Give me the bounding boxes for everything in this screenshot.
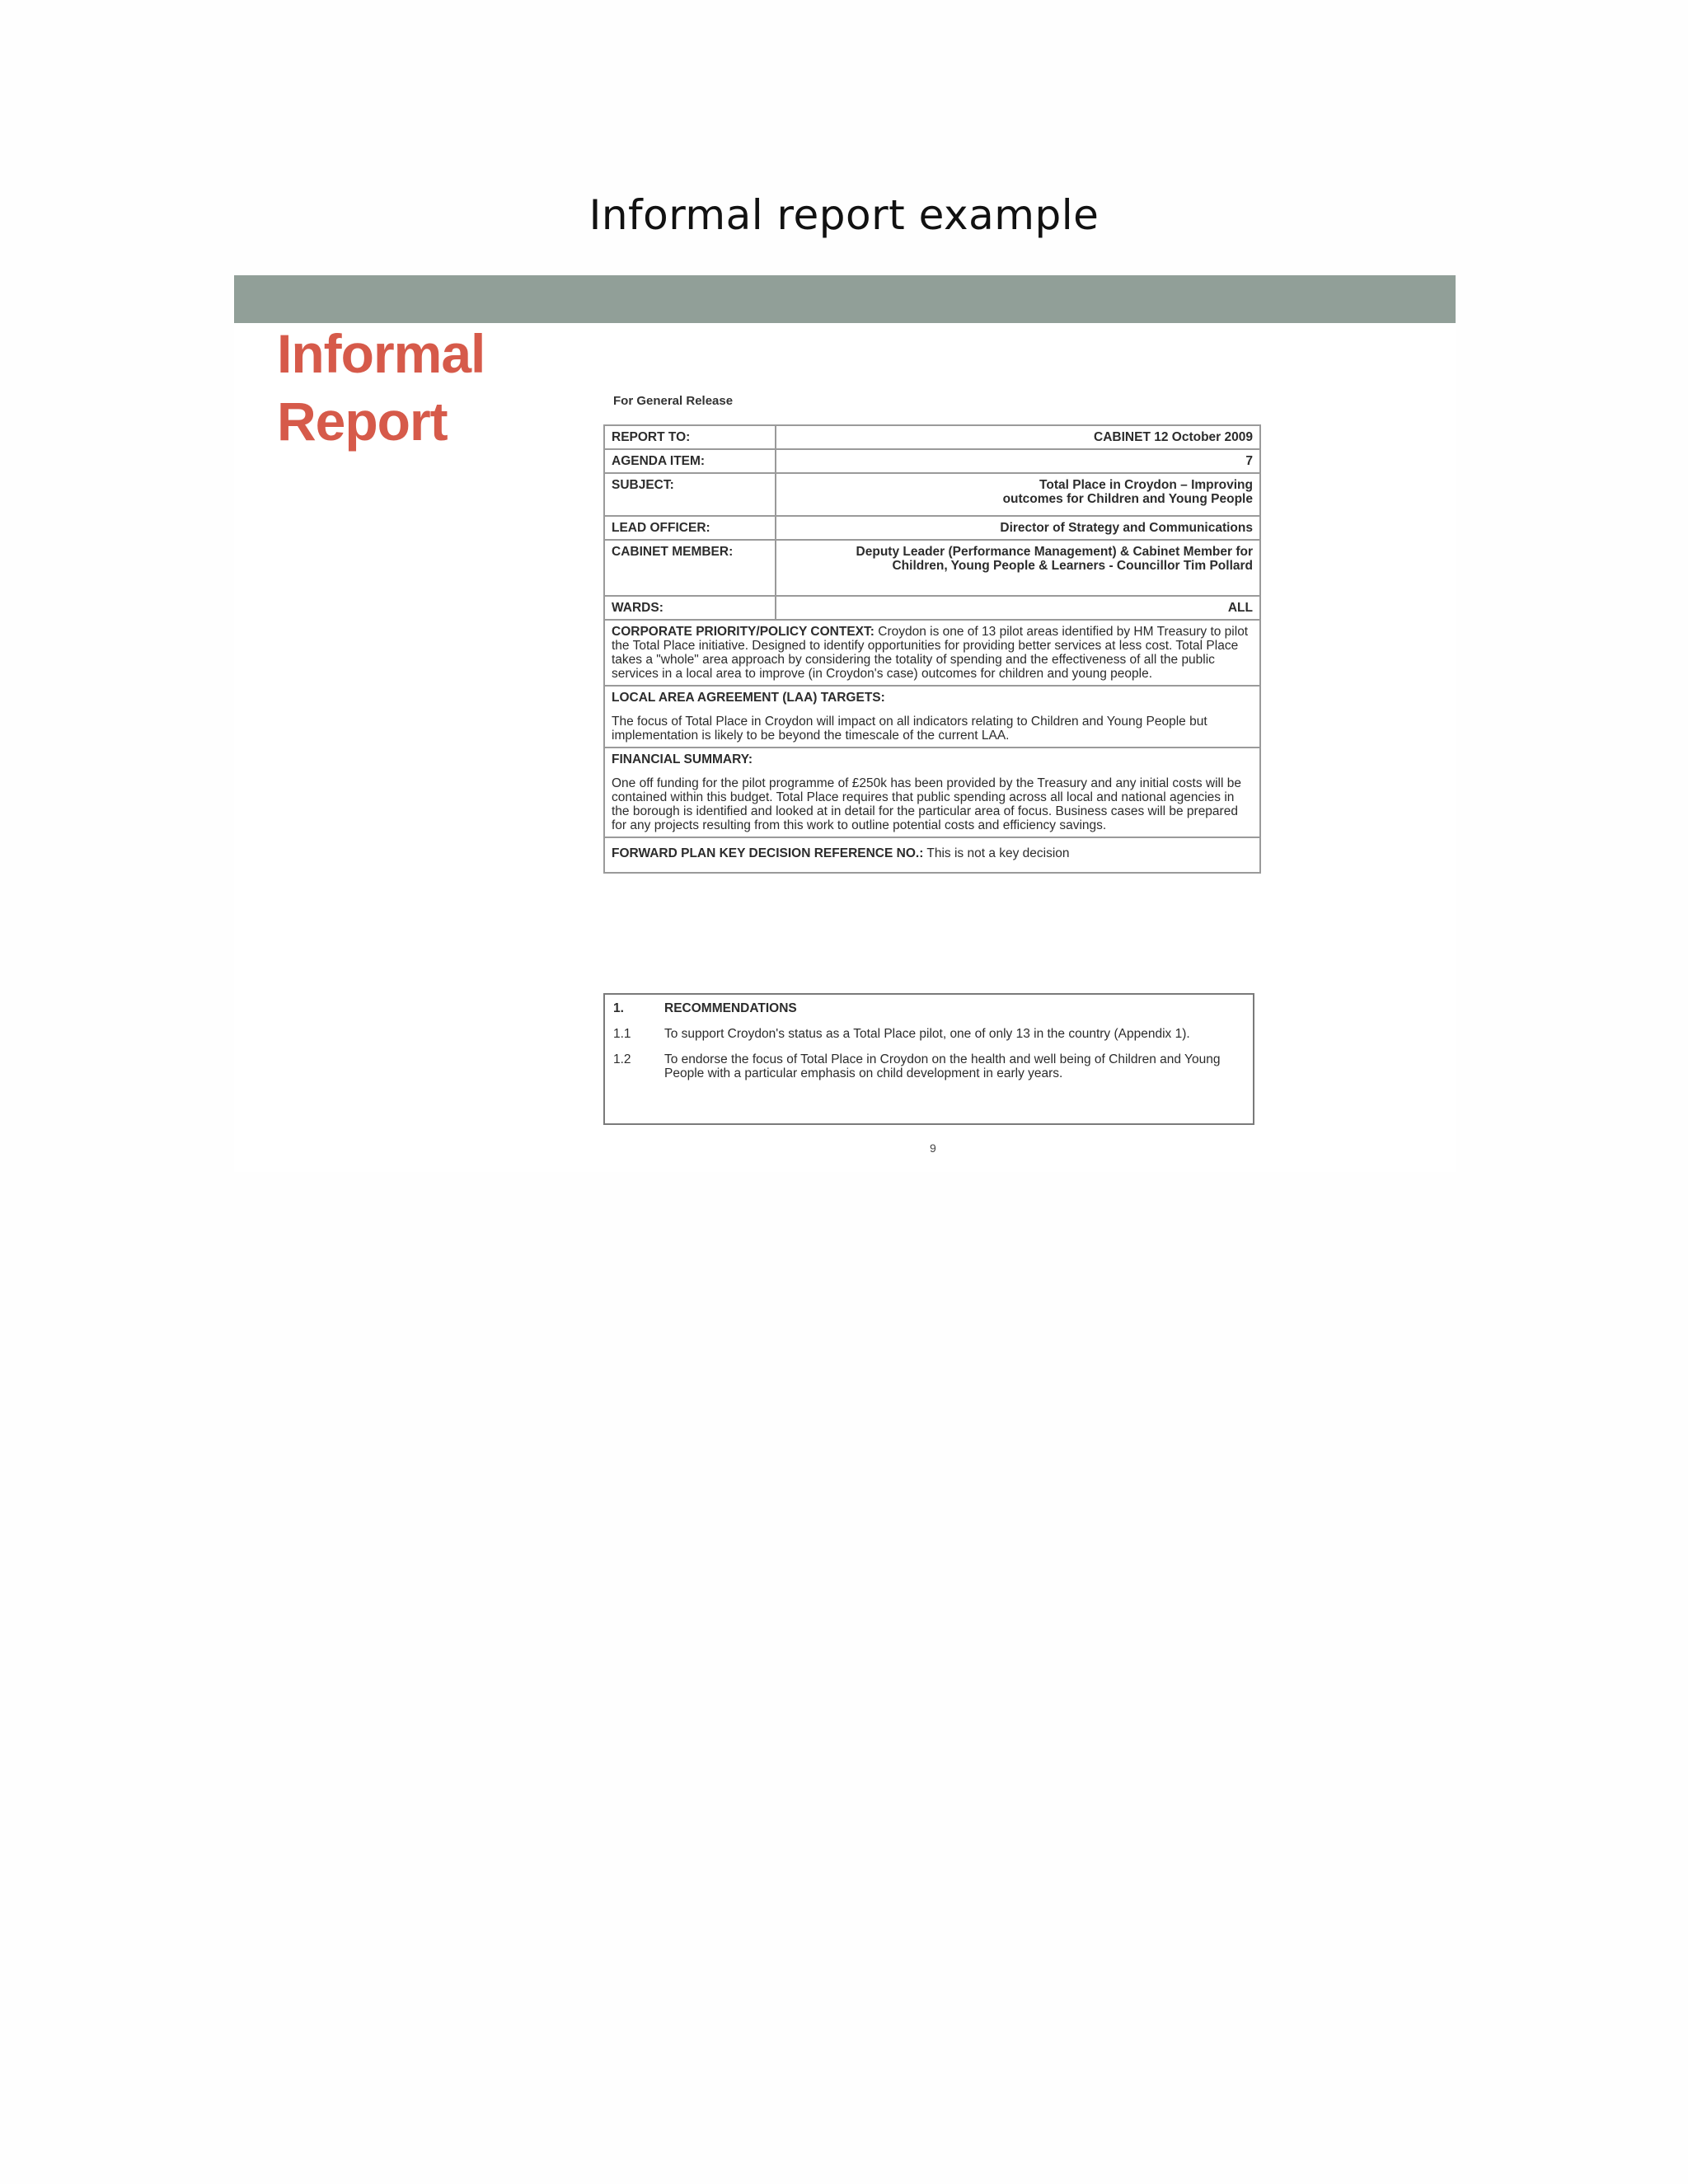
laa-text: The focus of Total Place in Croydon will impact on all indicators relating to Children and Young People but implementation is likely to be beyond the timescale of the current LAA. [612,715,1207,743]
table-row [604,837,1260,873]
meta-value: CABINET 12 October 2009 [776,425,1260,449]
slide-title-line2: Report [277,391,448,452]
recommendations-title: RECOMMENDATIONS [664,1001,797,1015]
forward-plan-cell [604,837,1260,873]
corporate-context-cell [604,620,1260,686]
laa-cell [604,686,1260,748]
release-label: For General Release [613,394,734,408]
table-row [604,425,1260,449]
slide-title [277,320,485,455]
table-row [604,540,1260,596]
meta-value: 7 [776,449,1260,473]
recommendations-header [613,1001,1245,1015]
table-row [604,596,1260,620]
page-heading: Informal report example [588,191,1100,239]
financial-label: FINANCIAL SUMMARY: [612,752,753,766]
table-row [604,473,1260,516]
corporate-context-text: Croydon is one of 13 pilot areas identified by HM Treasury to pilot the Total Place initiative. Designed to identify opportunities for providing better services at less cost. Total Place takes a "whole" area approach by considering the totality of spending and the effectiveness of all the public services in a local area to improve (in Croydon's case) outcomes for children and young people. [612,625,1249,681]
meta-key: SUBJECT: [604,473,776,516]
corporate-context-label: CORPORATE PRIORITY/POLICY CONTEXT: [612,625,874,639]
recommendation-text: To endorse the focus of Total Place in Croydon on the health and well being of Children and Young People with a particular emphasis on child development in early years. [664,1052,1221,1080]
forward-plan-text: This is not a key decision [923,846,1070,860]
recommendation-number: 1.1 [613,1027,631,1041]
recommendation-number: 1.2 [613,1052,631,1066]
meta-value: ALL [776,596,1260,620]
recommendations-number: 1. [613,1001,624,1015]
recommendations-box [603,993,1254,1125]
header-band [234,275,1456,323]
meta-key: CABINET MEMBER: [604,540,776,596]
list-item [613,1052,1245,1080]
financial-cell [604,748,1260,837]
recommendation-text: To support Croydon's status as a Total Place pilot, one of only 13 in the country (Appendix 1). [664,1027,1190,1041]
table-row [604,748,1260,837]
meta-value: Total Place in Croydon – Improving outcomes for Children and Young People [776,473,1260,516]
report-meta-table [603,424,1261,874]
table-row [604,449,1260,473]
meta-value: Deputy Leader (Performance Management) & Cabinet Member for Children, Young People & Learners - Councillor Tim Pollard [776,540,1260,596]
meta-key: REPORT TO: [604,425,776,449]
table-row [604,516,1260,540]
meta-key: WARDS: [604,596,776,620]
meta-key: LEAD OFFICER: [604,516,776,540]
meta-key: AGENDA ITEM: [604,449,776,473]
slide-title-line1: Informal [277,323,485,384]
laa-label: LOCAL AREA AGREEMENT (LAA) TARGETS: [612,691,885,705]
meta-value: Director of Strategy and Communications [776,516,1260,540]
table-row [604,620,1260,686]
financial-text: One off funding for the pilot programme of £250k has been provided by the Treasury and any initial costs will be contained within this budget. Total Place requires that public spending across all local and national agencies in the borough is identified and looked at in detail for the particular area of focus. Business cases will be prepared for any projects resulting from this work to outline potential costs and efficiency savings. [612,776,1241,832]
forward-plan-label: FORWARD PLAN KEY DECISION REFERENCE NO.: [612,846,924,860]
table-row [604,686,1260,748]
page-number: 9 [930,1141,936,1155]
list-item [613,1027,1245,1041]
